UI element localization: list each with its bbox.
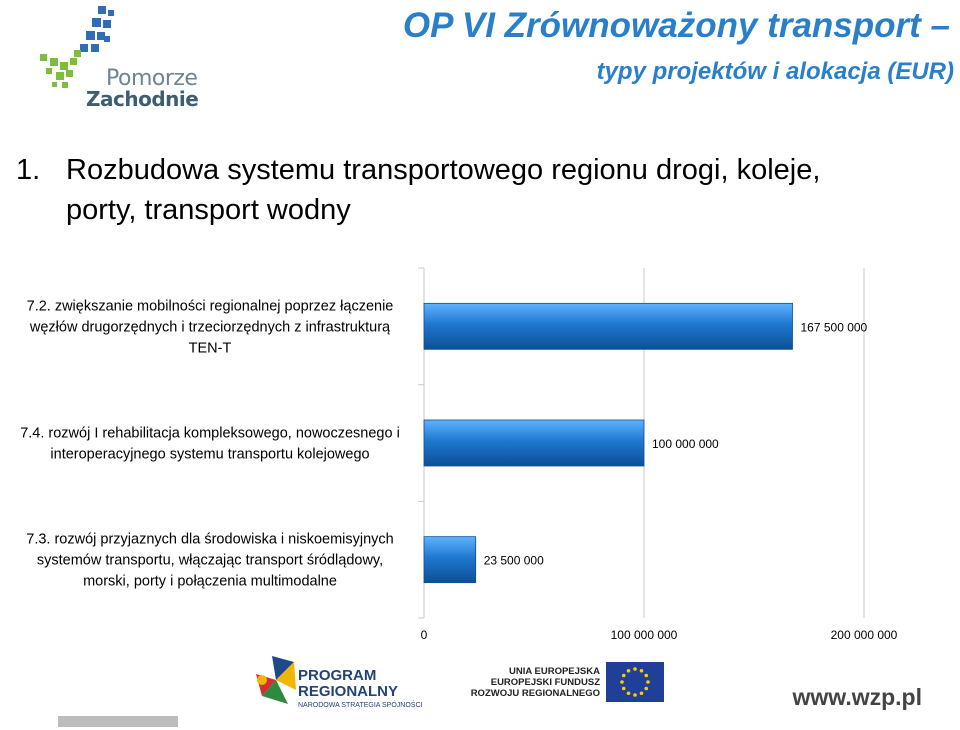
- grey-bar-decoration: [58, 716, 178, 727]
- category-label-0-1: węzłów drugorzędnych i trzeciorzędnych z infrastrukturą: [29, 319, 391, 336]
- eu-star-10: [640, 669, 644, 673]
- eu-star-5: [622, 687, 626, 691]
- program-line2: REGIONALNY: [298, 683, 399, 700]
- category-label-1-1: interoperacyjnego systemu transportu kolejowego: [50, 446, 370, 463]
- eu-flag-icon: [606, 662, 664, 702]
- eu-star-1: [644, 687, 648, 691]
- bar-value-label-1: 100 000 000: [652, 437, 719, 451]
- chart-x-tick-labels: [421, 628, 898, 642]
- eu-star-3: [633, 693, 637, 697]
- x-tick-label-0: 0: [420, 628, 428, 642]
- eu-star-4: [627, 691, 631, 695]
- chart-category-labels: [20, 298, 400, 589]
- bar-0: [424, 303, 793, 349]
- category-label-2-2: morski, porty i połączenia multimodalne: [83, 573, 337, 590]
- program-line1: PROGRAM: [298, 667, 377, 684]
- program-regionalny-logo-icon: [256, 656, 296, 704]
- heading-text: Rozbudowa systemu transportowego regionu drogi, koleje, porty, transport wodny: [66, 154, 821, 226]
- bar-2: [424, 537, 476, 583]
- category-label-0-2: TEN-T: [188, 340, 232, 357]
- footer: [0, 650, 960, 730]
- website-url: www.wzp.pl: [792, 684, 922, 710]
- category-label-0-0: 7.2. zwiększanie mobilności regionalnej poprzez łączenie: [26, 298, 394, 315]
- eu-star-11: [644, 674, 648, 678]
- eu-star-0: [646, 680, 650, 684]
- eu-line3: ROZWOJU REGIONALNEGO: [470, 688, 600, 699]
- logo-text-zachodnie: Zachodnie: [86, 87, 199, 111]
- eu-line1: UNIA EUROPEJSKA: [509, 666, 600, 677]
- x-tick-label-1: 100 000 000: [610, 628, 678, 642]
- pomorze-zachodnie-logo: [36, 6, 199, 111]
- program-line3: NARODOWA STRATEGIA SPÓJNOŚCI: [298, 702, 423, 709]
- chart-bars: [424, 303, 868, 582]
- page-subtitle: typy projektów i alokacja (EUR): [596, 58, 954, 85]
- heading-number: 1.: [16, 154, 41, 186]
- page-title: OP VI Zrównoważony transport –: [402, 6, 950, 45]
- x-tick-label-2: 200 000 000: [830, 628, 898, 642]
- logo-text-pomorze: Pomorze: [106, 66, 198, 91]
- bar-value-label-0: 167 500 000: [800, 320, 868, 335]
- bar-value-label-2: 23 500 000: [483, 553, 544, 568]
- eu-star-2: [640, 691, 644, 695]
- eu-star-7: [622, 674, 626, 678]
- bar-1: [424, 420, 644, 466]
- eu-star-9: [633, 667, 637, 671]
- category-label-2-0: 7.3. rozwój przyjaznych dla środowiska i niskoemisyjnych: [26, 531, 394, 548]
- category-label-2-1: systemów transportu, włączając transport śródlądowy,: [36, 552, 384, 569]
- eu-line2: EUROPEJSKI FUNDUSZ: [490, 677, 600, 688]
- eu-star-6: [620, 680, 624, 684]
- category-label-1-0: 7.4. rozwój I rehabilitacja kompleksowego, nowoczesnego i: [20, 425, 400, 442]
- allocation-bar-chart: [0, 262, 960, 652]
- eu-star-8: [627, 669, 631, 673]
